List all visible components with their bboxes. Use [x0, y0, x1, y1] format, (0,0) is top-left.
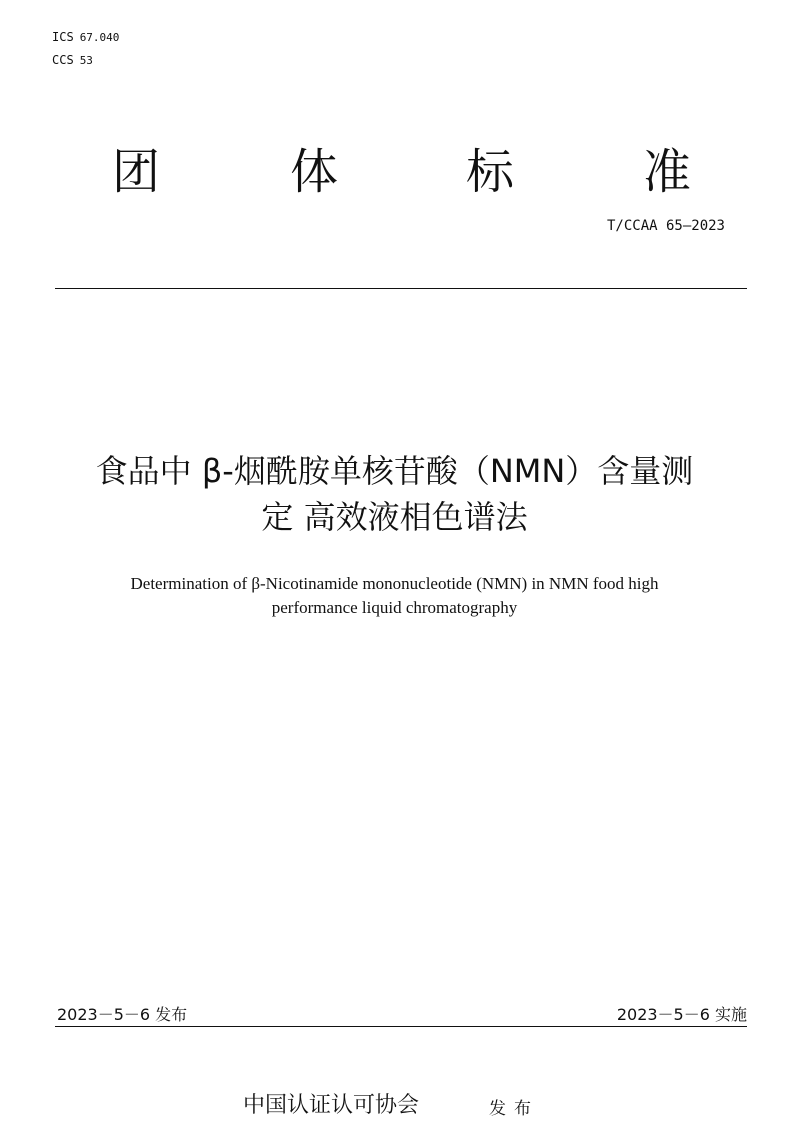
issue-date: 2023－5－6 发布 [57, 1005, 188, 1024]
document-title-cn-line-2: 定 高效液相色谱法 [261, 498, 528, 536]
ccs-value: 53 [79, 54, 93, 67]
standard-number: T/CCAA 65—2023 [606, 218, 725, 234]
header-divider [55, 288, 747, 289]
ccs-label: CCS [52, 53, 74, 67]
publisher-name: 中国认证认可协会 [243, 1093, 420, 1118]
implementation-date: 2023－5－6 实施 [616, 1005, 747, 1024]
classification-codes [52, 26, 119, 72]
document-title-en-line-2: performance liquid chromatography [271, 598, 518, 617]
standard-type-heading [0, 140, 789, 210]
standard-type-char-4: 准 [643, 144, 692, 200]
publish-label: 发布 [489, 1099, 539, 1119]
document-title-cn-line-1: 食品中 β-烟酰胺单核苷酸（NMN）含量测 [95, 452, 694, 490]
ics-line [52, 26, 119, 49]
standard-type-char-1: 团 [112, 144, 161, 200]
document-title-en-line-1: Determination of β-Nicotinamide mononucleotide (NMN) in NMN food high [130, 574, 659, 593]
document-title-en [40, 572, 749, 620]
footer-divider [55, 1026, 747, 1027]
document-title-cn [40, 448, 749, 540]
ics-value: 67.040 [79, 31, 120, 44]
ccs-line [52, 49, 119, 72]
standard-type-char-2: 体 [290, 144, 339, 200]
standard-type-char-3: 标 [466, 144, 515, 200]
ics-label: ICS [52, 30, 74, 44]
